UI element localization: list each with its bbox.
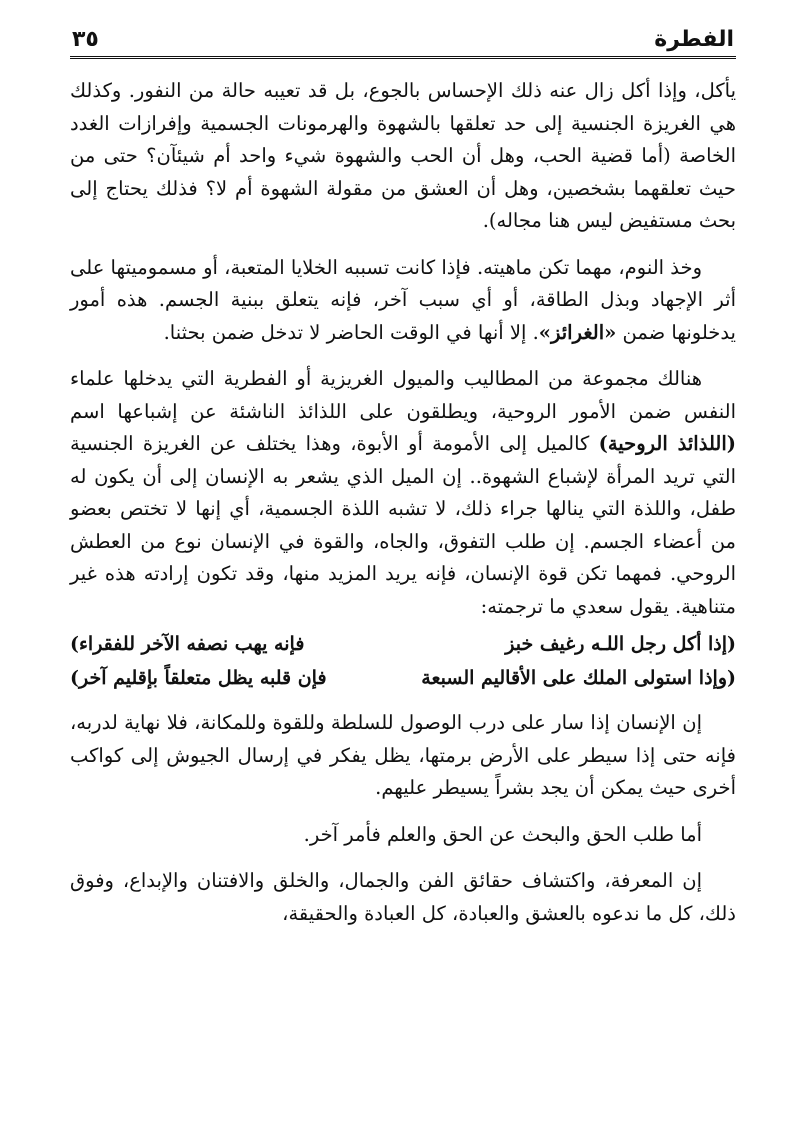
- paragraph: [70, 75, 736, 238]
- bold-term: «الغرائز»: [538, 320, 617, 344]
- paragraph: [70, 819, 736, 852]
- text-run: إن الإنسان إذا سار على درب الوصول للسلطة وللقوة وللمكانة، فلا نهاية لدربه، فإنه حتى إذا سيطر على الأرض برمتها، يظل يفكر في إرسال الجيوش إلى كواكب أخرى حيث يمكن أن يجد بشراً يسيطر عليهم.: [70, 711, 736, 799]
- second-hemistich: فإنه يهب نصفه الآخر للفقراء): [70, 633, 305, 655]
- text-run: وخذ النوم، مهما تكن ماهيته. فإذا كانت تسببه الخلايا المتعبة، أو مسموميتها على أثر الإجهاد وبذل الطاقة، أو أي سبب آخر، فإنه يتعلق ببنية الجسم. هذه أمور يدخلونها ضمن: [70, 255, 736, 344]
- poem-verse: [70, 661, 736, 695]
- chapter-title: الفطرة: [654, 27, 734, 52]
- text-run: أما طلب الحق والبحث عن الحق والعلم فأمر آخر.: [303, 822, 702, 846]
- paragraph: [70, 865, 736, 930]
- poem-verse: [70, 627, 736, 661]
- paragraph: [70, 252, 736, 350]
- page-number: ٣٥: [72, 27, 99, 52]
- text-run: هنالك مجموعة من المطاليب والميول الغريزية أو الفطرية التي يدخلها علماء النفس ضمن الأمور الروحية، ويطلقون على اللذائذ الناشئة عن إشباعها اسم: [70, 367, 736, 423]
- text-run: إن المعرفة، واكتشاف حقائق الفن والجمال، والخلق والافتنان والإبداع، وفوق ذلك، كل ما ندعوه بالعشق والعبادة، كل العبادة والحقيقة،: [70, 869, 736, 925]
- text-run: كالميل إلى الأمومة أو الأبوة، وهذا يختلف عن الغريزة الجنسية التي تريد المرأة لإشباع الشهوة.. إن الميل الذي يشعر به الإنسان إلى أن يكون له طفل، واللذة التي ينالها جراء ذلك، لا تشبه اللذة الجسمية، أي إنها لا تختص بعضو من أعضاء الجسم. إن طلب التفوق، والجاه، والقوة في الإنسان نوع من العطش الروحي. فمهما تكن قوة الإنسان، فإنه يريد المزيد منها، وقد تكون إرادته هذه غير متناهية. يقول سعدي ما ترجمته:: [70, 432, 736, 618]
- poem-quote: [70, 627, 736, 695]
- running-header: [70, 22, 736, 59]
- text-run: يأكل، وإذا أكل زال عنه ذلك الإحساس بالجوع، بل قد تعيبه حالة من النفور. وكذلك هي الغريزة الجنسية إلى حد تعلقها بالشهوة والهرمونات الجسمية وإفرازات الغدد الخاصة (أما قضية الحب، وهل أن الحب والشهوة شيء واحد أم شيئآن؟ حتى من حيث تعلقهما بشخصين، وهل أن العشق من مقولة الشهوة أم لا؟ فذلك يحتاج إلى بحث مستفيض ليس هنا مجاله).: [70, 79, 736, 232]
- page-body: [70, 75, 736, 930]
- first-hemistich: (إذا أكل رجل اللـه رغيف خبز: [505, 633, 736, 655]
- paragraph: [70, 363, 736, 623]
- first-hemistich: (وإذا استولى الملك على الأقاليم السبعة: [421, 667, 736, 689]
- text-run: . إلا أنها في الوقت الحاضر لا تدخل ضمن بحثنا.: [163, 320, 539, 344]
- paragraph: [70, 707, 736, 805]
- second-hemistich: فإن قلبه يظل متعلقاً بإقليم آخر): [70, 667, 327, 689]
- bold-term: (اللذائذ الروحية): [598, 432, 736, 455]
- book-page: [70, 22, 736, 1132]
